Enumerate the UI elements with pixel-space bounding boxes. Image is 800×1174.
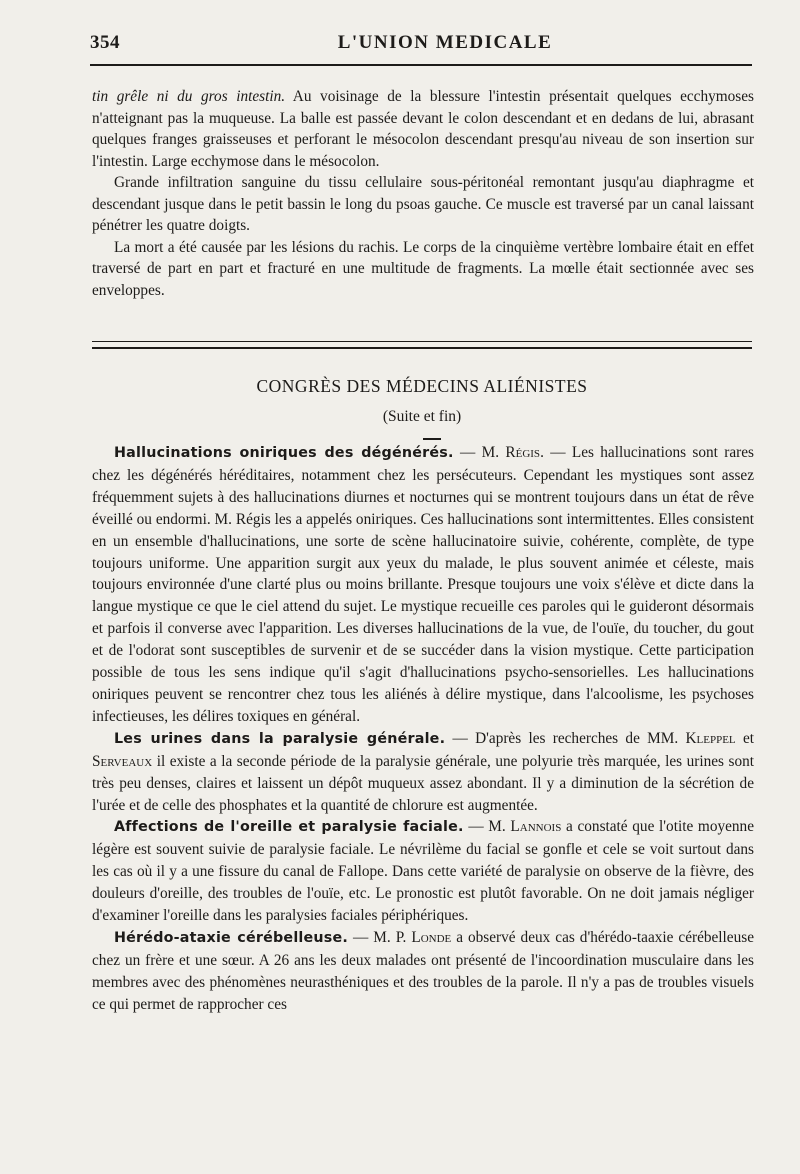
intro-paragraph-1-text: Au voisinage de la blessure l'intestin présentait quelques ecchymoses n'atteignant pas la muqueuse. La balle est passée devant le colon descendant et en dedans de lui, abrasant quelques franges graisseuses et perforant le mésocolon descendant presqu'au niveau de son insertion sur l'intestin. Large ecchymose dans le mésocolon. — [92, 88, 754, 170]
report-paragraph — [92, 927, 754, 1016]
report-author: Londe — [411, 928, 452, 946]
report-author: Régis — [505, 444, 541, 461]
report-author-2: Serveaux — [92, 752, 153, 770]
report-text: a observé deux cas d'hérédo-taaxie cérébelleuse chez un frère et une sœur. A 26 ans les deux malades ont présenté de l'incoordination musculaire dans les membres avec des phénomènes neurasthéniques et des troubles de la parole. Il n'y a pas de troubles visuels ce qui permet de rapprocher ces — [92, 928, 754, 1013]
section-short-rule — [423, 438, 441, 440]
report-heading: Hérédo-ataxie cérébelleuse. — [114, 929, 349, 946]
intro-italic-phrase: tin grêle ni du gros intestin. — [92, 88, 286, 105]
report-heading: Les urines dans la paralysie générale. — [114, 730, 446, 747]
section-double-rule — [92, 341, 752, 349]
report-heading: Hallucinations oniriques des dégénérés. — [114, 445, 454, 461]
section-subtitle: (Suite et fin) — [382, 408, 462, 425]
page-header — [90, 30, 750, 66]
report-paragraph — [92, 728, 754, 817]
report-text: . — Les hallucinations sont rares chez les dégénérés héréditaires, notamment chez les persécuteurs. Cependant les mystiques sont assez fréquemment sujets à des hallucinations diurnes et nocturnes qui se montrent toujours dans un état de rêve éveillé ou endormi. M. Régis les a appelés oniriques. Ces hallucinations sont intermittentes. Elles consistent en un ensemble d'hallucinations, une sorte de scène hallucinatoire suivie, cohérente, complète, de type toujours uniforme. Une apparition surgit aux yeux du malade, le plus souvent animée et céleste, mais toujours environnée d'une clarté plus ou moins brillante. Presque toujours une voix s'élève et dicte dans la langue mystique ce que le ciel attend du sujet. Le mystique recueille ces paroles qui le guideront désormais et parfois il converse avec l'apparition. Les diverses hallucinations de la vue, de l'ouïe, du toucher, du gout et de l'odorat sont susceptibles de survenir et de se succéder dans la vision mystique. Cette participation possible de tous les sens indique qu'il s'agit d'hallucinations psycho-sensorielles. Les hallucinations oniriques peuvent se rencontrer chez tous les aliénés à délire mystique, dans l'alcoolisme, les psychoses infectieuses, les délires toxiques en général. — [92, 444, 754, 725]
report-conjunction: et — [735, 729, 754, 747]
report-heading: Affections de l'oreille et paralysie faciale. — [114, 819, 464, 836]
report-lead: — D'après les recherches de MM. — [445, 729, 686, 747]
header-rule — [90, 64, 752, 66]
congress-reports — [92, 442, 754, 1016]
intro-paragraph-1 — [92, 86, 754, 172]
section-title: CONGRÈS DES MÉDECINS ALIÉNISTES — [256, 376, 588, 396]
intro-paragraph-3: La mort a été causée par les lésions du rachis. Le corps de la cinquième vertèbre lombaire était en effet traversé de part en part et fracturé en une multitude de fragments. La mœlle était sectionnée avec ses enveloppes. — [92, 238, 754, 299]
running-title: L'UNION MEDICALE — [337, 32, 553, 53]
intro-text — [92, 86, 754, 301]
report-paragraph — [92, 816, 754, 927]
report-lead: — M. P. — [348, 928, 412, 946]
report-paragraph — [92, 442, 754, 728]
intro-paragraph-2: Grande infiltration sanguine du tissu cellulaire sous-péritonéal remontant jusqu'au diaphragme et descendant jusque dans le petit bassin le long du psoas gauche. Ce muscle est traversé par un canal laissant pénétrer les quatre doigts. — [92, 174, 754, 234]
page-number: 354 — [90, 32, 120, 53]
report-lead: — M. — [453, 444, 506, 461]
report-author: Kleppel — [685, 729, 736, 747]
report-text: il existe a la seconde période de la paralysie générale, une polyurie très marquée, les urines sont très peu denses, claires et laissent un dépôt muqueux assez abondant. Il y a diminution de la sécrétion de l'urée et de celle des phosphates et la quantité de chlorure est augmentée. — [92, 752, 754, 814]
report-lead: — M. — [463, 818, 511, 836]
report-author: Lannois — [510, 818, 562, 836]
report-text: a constaté que l'otite moyenne légère est souvent suivie de paralysie faciale. Le névrilème du facial se gonfle et cele se voit surtout dans les cas où il y a une fissure du canal de Fallope. Dans cette variété de paralysie on observe de la fièvre, des douleurs d'oreille, des troubles de l'ouïe, etc. Le pronostic est plutôt favorable. On ne doit jamais négliger d'examiner l'oreille dans les paralysies faciales périphériques. — [92, 818, 754, 925]
